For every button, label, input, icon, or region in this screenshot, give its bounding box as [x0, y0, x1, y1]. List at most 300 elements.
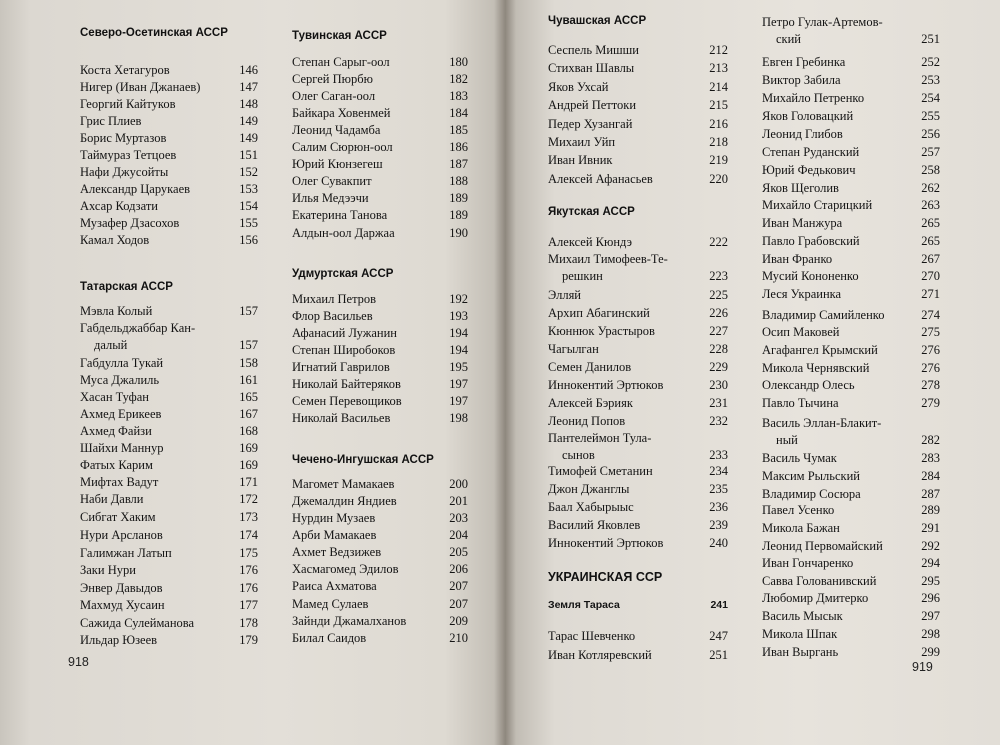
contents-entry — [548, 252, 728, 283]
contents-entry — [80, 182, 258, 197]
contents-entry — [292, 157, 468, 172]
entry-name: Иван Выргань — [762, 645, 839, 659]
entry-page-number: 203 — [449, 511, 468, 525]
contents-entry — [762, 627, 940, 642]
contents-entry — [762, 73, 940, 88]
entry-page-number: 239 — [709, 518, 728, 532]
entry-page-number: 149 — [239, 114, 258, 128]
contents-entry — [762, 539, 940, 554]
entry-page-number: 177 — [239, 598, 258, 612]
entry-name: Микола Чернявский — [762, 361, 870, 375]
entry-name: Агафангел Крымский — [762, 343, 878, 357]
entry-page-number: 184 — [449, 106, 468, 120]
contents-entry — [548, 43, 728, 58]
contents-entry — [80, 97, 258, 112]
entry-page-number: 251 — [921, 32, 940, 46]
entry-page-number: 263 — [921, 198, 940, 212]
entry-page-number: 147 — [239, 80, 258, 94]
contents-entry — [80, 598, 258, 613]
entry-name: Юрий Кюнзегеш — [292, 157, 383, 171]
entry-page-number: 180 — [449, 55, 468, 69]
entry-name: Мифтах Вадут — [80, 475, 159, 489]
contents-entry — [80, 492, 258, 507]
section-heading: Чечено-Ингушская АССР — [292, 454, 434, 466]
contents-entry — [762, 252, 940, 267]
contents-entry — [762, 15, 940, 46]
entry-page-number: 214 — [709, 80, 728, 94]
entry-name: Джемалдин Яндиев — [292, 494, 397, 508]
contents-entry — [80, 216, 258, 231]
entry-name-continued: ный — [776, 433, 798, 447]
entry-name: Яков Головацкий — [762, 109, 854, 123]
contents-entry — [548, 378, 728, 393]
entry-name: Любомир Дмитерко — [762, 591, 869, 605]
entry-name: Виктор Забила — [762, 73, 841, 87]
contents-entry — [292, 528, 468, 543]
contents-entry — [80, 114, 258, 129]
entry-name: Николай Байтеряков — [292, 377, 401, 391]
contents-entry — [548, 135, 728, 150]
contents-entry — [548, 482, 728, 497]
entry-page-number: 229 — [709, 360, 728, 374]
entry-page-number: 220 — [709, 172, 728, 186]
entry-page-number: 165 — [239, 390, 258, 404]
entry-page-number: 197 — [449, 377, 468, 391]
contents-entry — [292, 614, 468, 629]
entry-page-number: 267 — [921, 252, 940, 266]
entry-page-number: 195 — [449, 360, 468, 374]
entry-page-number: 228 — [709, 342, 728, 356]
contents-entry — [548, 172, 728, 187]
entry-page-number: 187 — [449, 157, 468, 171]
contents-entry — [80, 407, 258, 422]
entry-name: Микола Бажан — [762, 521, 840, 535]
entry-page-number: 219 — [709, 153, 728, 167]
entry-name: Элляй — [548, 288, 582, 302]
entry-name: Арби Мамакаев — [292, 528, 377, 542]
contents-entry — [762, 55, 940, 70]
contents-entry — [762, 378, 940, 393]
entry-name: Земля Тараса — [548, 599, 620, 611]
entry-page-number: 283 — [921, 451, 940, 465]
entry-page-number: 240 — [709, 536, 728, 550]
entry-name: Джон Джанглы — [548, 482, 630, 496]
entry-name: Василь Мысык — [762, 609, 843, 623]
contents-entry — [80, 165, 258, 180]
entry-page-number: 167 — [239, 407, 258, 421]
contents-entry — [292, 494, 468, 509]
contents-entry — [762, 503, 940, 518]
entry-name: Михаил Петров — [292, 292, 377, 306]
entry-name-continued: ский — [776, 32, 801, 46]
right-page — [505, 0, 1000, 745]
contents-entry — [548, 396, 728, 411]
entry-name: Осип Маковей — [762, 325, 840, 339]
entry-page-number: 205 — [449, 545, 468, 559]
entry-name: Хасмагомед Эдилов — [292, 562, 399, 576]
entry-name: Таймураз Тетцоев — [80, 148, 177, 162]
entry-page-number: 252 — [921, 55, 940, 69]
contents-entry — [548, 80, 728, 95]
entry-page-number: 197 — [449, 394, 468, 408]
contents-entry — [80, 356, 258, 371]
contents-entry — [548, 288, 728, 303]
entry-name: Ильдар Юзеев — [80, 633, 158, 647]
entry-page-number: 230 — [709, 378, 728, 392]
entry-page-number: 171 — [239, 475, 258, 489]
entry-name: Сергей Пюрбю — [292, 72, 373, 86]
contents-entry — [292, 292, 468, 307]
entry-name: Леонид Глибов — [762, 127, 843, 141]
entry-name: Василий Яковлев — [548, 518, 641, 532]
entry-page-number: 198 — [449, 411, 468, 425]
entry-name: Тимофей Сметанин — [548, 464, 653, 478]
contents-entry — [80, 373, 258, 388]
contents-entry — [762, 163, 940, 178]
contents-entry — [292, 123, 468, 138]
entry-name: Степан Руданский — [762, 145, 860, 159]
entry-page-number: 179 — [239, 633, 258, 647]
contents-entry — [292, 579, 468, 594]
contents-entry — [762, 591, 940, 606]
entry-page-number: 190 — [449, 226, 468, 240]
entry-name: Сибгат Хаким — [80, 510, 156, 524]
contents-entry — [292, 309, 468, 324]
contents-entry — [548, 598, 728, 613]
entry-name: Билал Саидов — [292, 631, 367, 645]
contents-entry — [548, 153, 728, 168]
entry-page-number: 299 — [921, 645, 940, 659]
contents-entry — [292, 106, 468, 121]
entry-name: Иван Манжура — [762, 216, 843, 230]
entry-page-number: 276 — [921, 361, 940, 375]
entry-name: Алексей Бэрияк — [548, 396, 633, 410]
entry-name: Музафер Дзасохов — [80, 216, 180, 230]
entry-page-number: 146 — [239, 63, 258, 77]
entry-page-number: 235 — [709, 482, 728, 496]
entry-name: Игнатий Гаврилов — [292, 360, 390, 374]
entry-name: Коста Хетагуров — [80, 63, 170, 77]
entry-page-number: 169 — [239, 458, 258, 472]
contents-entry — [762, 287, 940, 302]
contents-entry — [292, 55, 468, 70]
contents-entry — [292, 631, 468, 646]
entry-page-number: 232 — [709, 414, 728, 428]
contents-entry — [762, 145, 940, 160]
entry-name: Салим Сюрюн-оол — [292, 140, 393, 154]
entry-name: Пантелеймон Тула- — [548, 431, 652, 445]
contents-entry — [548, 61, 728, 76]
entry-page-number: 282 — [921, 433, 940, 447]
section-heading: Тувинская АССР — [292, 30, 387, 42]
entry-name: Сажида Сулейманова — [80, 616, 195, 630]
entry-page-number: 262 — [921, 181, 940, 195]
contents-entry — [548, 648, 728, 663]
entry-page-number: 168 — [239, 424, 258, 438]
section-heading: УКРАИНСКАЯ ССР — [548, 570, 663, 584]
entry-page-number: 193 — [449, 309, 468, 323]
entry-page-number: 222 — [709, 235, 728, 249]
entry-page-number: 227 — [709, 324, 728, 338]
entry-name: Нафи Джусойты — [80, 165, 169, 179]
contents-entry — [762, 609, 940, 624]
entry-page-number: 185 — [449, 123, 468, 137]
entry-name: Яков Ухсай — [548, 80, 609, 94]
entry-page-number: 148 — [239, 97, 258, 111]
entry-name: Ахмет Ведзижев — [292, 545, 382, 559]
contents-entry — [292, 511, 468, 526]
contents-entry — [548, 414, 728, 429]
entry-page-number: 256 — [921, 127, 940, 141]
entry-name: Грис Плиев — [80, 114, 142, 128]
entry-page-number: 215 — [709, 98, 728, 112]
contents-entry — [548, 342, 728, 357]
entry-name: Алдын-оол Даржаа — [292, 226, 395, 240]
entry-page-number: 173 — [239, 510, 258, 524]
entry-name: Олег Саган-оол — [292, 89, 376, 103]
entry-name: Леонид Первомайский — [762, 539, 883, 553]
entry-page-number: 153 — [239, 182, 258, 196]
entry-page-number: 213 — [709, 61, 728, 75]
entry-page-number: 172 — [239, 492, 258, 506]
entry-page-number: 257 — [921, 145, 940, 159]
contents-entry — [292, 477, 468, 492]
entry-page-number: 161 — [239, 373, 258, 387]
entry-page-number: 157 — [239, 304, 258, 318]
entry-name: Наби Давли — [80, 492, 144, 506]
entry-page-number: 270 — [921, 269, 940, 283]
entry-name: Борис Муртазов — [80, 131, 167, 145]
entry-name: Галимжан Латып — [80, 546, 172, 560]
entry-page-number: 216 — [709, 117, 728, 131]
entry-page-number: 226 — [709, 306, 728, 320]
contents-entry — [548, 306, 728, 321]
contents-entry — [762, 343, 940, 358]
contents-entry — [548, 324, 728, 339]
entry-name: Муса Джалиль — [80, 373, 160, 387]
entry-page-number: 236 — [709, 500, 728, 514]
entry-name: Степан Сарыг-оол — [292, 55, 390, 69]
contents-entry — [762, 416, 940, 447]
contents-entry — [292, 208, 468, 223]
entry-page-number: 225 — [709, 288, 728, 302]
entry-page-number: 292 — [921, 539, 940, 553]
entry-page-number: 251 — [709, 648, 728, 662]
entry-page-number: 189 — [449, 191, 468, 205]
entry-name: Педер Хузангай — [548, 117, 633, 131]
entry-name: Флор Васильев — [292, 309, 373, 323]
entry-name: Евген Гребинка — [762, 55, 846, 69]
contents-entry — [80, 546, 258, 561]
contents-entry — [80, 390, 258, 405]
contents-entry — [292, 174, 468, 189]
entry-name: Василь Чумак — [762, 451, 837, 465]
entry-page-number: 154 — [239, 199, 258, 213]
contents-entry — [292, 394, 468, 409]
entry-page-number: 151 — [239, 148, 258, 162]
contents-entry — [548, 360, 728, 375]
entry-name: Семен Перевощиков — [292, 394, 402, 408]
contents-entry — [292, 191, 468, 206]
entry-name: Энвер Давыдов — [80, 581, 163, 595]
entry-page-number: 297 — [921, 609, 940, 623]
contents-entry — [80, 131, 258, 146]
section-heading: Чувашская АССР — [548, 15, 647, 27]
contents-entry — [292, 343, 468, 358]
contents-entry — [762, 234, 940, 249]
entry-page-number: 233 — [709, 448, 728, 462]
entry-name: Степан Широбоков — [292, 343, 396, 357]
entry-page-number: 176 — [239, 563, 258, 577]
book-gutter-shadow — [494, 0, 516, 745]
contents-entry — [548, 117, 728, 132]
entry-page-number: 206 — [449, 562, 468, 576]
entry-name: Шайхи Маннур — [80, 441, 164, 455]
entry-page-number: 289 — [921, 503, 940, 517]
entry-name: Владимир Самийленко — [762, 308, 885, 322]
contents-entry — [548, 431, 728, 462]
entry-name: Николай Васильев — [292, 411, 391, 425]
contents-entry — [762, 556, 940, 571]
entry-name: Олег Сувакпит — [292, 174, 372, 188]
entry-page-number: 186 — [449, 140, 468, 154]
contents-entry — [292, 377, 468, 392]
entry-name: Максим Рыльский — [762, 469, 860, 483]
contents-entry — [762, 91, 940, 106]
entry-name: Габдельджаббар Кан- — [80, 321, 196, 335]
entry-name: Михайло Петренко — [762, 91, 865, 105]
entry-name: Кюннюк Урастыров — [548, 324, 655, 338]
contents-entry — [80, 63, 258, 78]
contents-entry — [762, 325, 940, 340]
contents-entry — [762, 487, 940, 502]
entry-name: Нигер (Иван Джанаев) — [80, 80, 201, 94]
entry-page-number: 212 — [709, 43, 728, 57]
contents-entry — [80, 528, 258, 543]
entry-name: Юрий Федькович — [762, 163, 856, 177]
contents-entry — [548, 98, 728, 113]
section-heading: Татарская АССР — [80, 281, 173, 293]
entry-name: Семен Данилов — [548, 360, 632, 374]
contents-entry — [80, 233, 258, 248]
entry-page-number: 158 — [239, 356, 258, 370]
page-number-right: 919 — [912, 660, 933, 674]
entry-name: Яков Щеголив — [762, 181, 839, 195]
entry-name: Павел Усенко — [762, 503, 835, 517]
entry-name: Чагылган — [548, 342, 599, 356]
entry-page-number: 294 — [921, 556, 940, 570]
entry-name: Георгий Кайтуков — [80, 97, 176, 111]
entry-page-number: 279 — [921, 396, 940, 410]
entry-page-number: 155 — [239, 216, 258, 230]
contents-entry — [292, 545, 468, 560]
entry-name: Нури Арсланов — [80, 528, 163, 542]
entry-page-number: 284 — [921, 469, 940, 483]
entry-page-number: 178 — [239, 616, 258, 630]
entry-page-number: 149 — [239, 131, 258, 145]
contents-entry — [80, 633, 258, 648]
entry-page-number: 194 — [449, 326, 468, 340]
entry-page-number: 194 — [449, 343, 468, 357]
entry-page-number: 157 — [239, 338, 258, 352]
entry-page-number: 210 — [449, 631, 468, 645]
entry-name: Илья Медээчи — [292, 191, 369, 205]
section-heading: Удмуртская АССР — [292, 268, 394, 280]
contents-entry — [80, 199, 258, 214]
entry-page-number: 287 — [921, 487, 940, 501]
entry-name: Магомет Мамакаев — [292, 477, 395, 491]
contents-entry — [292, 140, 468, 155]
entry-name: Фатых Карим — [80, 458, 153, 472]
entry-name: Алексей Кюндэ — [548, 235, 633, 249]
entry-name-continued: сынов — [562, 448, 595, 462]
contents-entry — [80, 80, 258, 95]
entry-name: Екатерина Танова — [292, 208, 388, 222]
entry-page-number: 276 — [921, 343, 940, 357]
entry-page-number: 188 — [449, 174, 468, 188]
entry-name: Афанасий Лужанин — [292, 326, 397, 340]
entry-name: Петро Гулак-Артемов- — [762, 15, 883, 29]
entry-name: Леся Украинка — [762, 287, 842, 301]
contents-entry — [292, 226, 468, 241]
entry-name: Ахмед Ерикеев — [80, 407, 162, 421]
entry-page-number: 189 — [449, 208, 468, 222]
entry-name: Михаил Уйп — [548, 135, 616, 149]
entry-name: Заки Нури — [80, 563, 136, 577]
entry-name: Андрей Петтоки — [548, 98, 637, 112]
entry-page-number: 174 — [239, 528, 258, 542]
entry-page-number: 183 — [449, 89, 468, 103]
contents-entry — [80, 581, 258, 596]
entry-name: Владимир Сосюра — [762, 487, 861, 501]
entry-name: Стихван Шавлы — [548, 61, 635, 75]
entry-name-continued: далый — [94, 338, 128, 352]
entry-name: Махмуд Хусаин — [80, 598, 165, 612]
contents-entry — [548, 629, 728, 644]
entry-page-number: 200 — [449, 477, 468, 491]
entry-page-number: 298 — [921, 627, 940, 641]
contents-entry — [762, 361, 940, 376]
entry-name: Михайло Старицкий — [762, 198, 873, 212]
entry-page-number: 265 — [921, 234, 940, 248]
contents-entry — [292, 326, 468, 341]
entry-page-number: 274 — [921, 308, 940, 322]
contents-entry — [762, 269, 940, 284]
contents-entry — [762, 645, 940, 660]
entry-name-continued: решкин — [562, 269, 603, 283]
contents-entry — [292, 360, 468, 375]
entry-name: Нурдин Музаев — [292, 511, 376, 525]
entry-name: Сеспель Мишши — [548, 43, 639, 57]
entry-name: Мэвла Колый — [80, 304, 153, 318]
entry-name: Хасан Туфан — [80, 390, 149, 404]
entry-page-number: 175 — [239, 546, 258, 560]
entry-page-number: 204 — [449, 528, 468, 542]
entry-name: Микола Шпак — [762, 627, 838, 641]
entry-page-number: 234 — [709, 464, 728, 478]
contents-entry — [80, 148, 258, 163]
entry-name: Иван Гончаренко — [762, 556, 854, 570]
contents-entry — [762, 181, 940, 196]
contents-entry — [548, 235, 728, 250]
entry-name: Архип Абагинский — [548, 306, 650, 320]
entry-name: Мамед Сулаев — [292, 597, 369, 611]
entry-page-number: 247 — [709, 629, 728, 643]
entry-page-number: 207 — [449, 597, 468, 611]
entry-page-number: 182 — [449, 72, 468, 86]
entry-name: Савва Голованивский — [762, 574, 877, 588]
entry-name: Иннокентий Эртюков — [548, 378, 664, 392]
